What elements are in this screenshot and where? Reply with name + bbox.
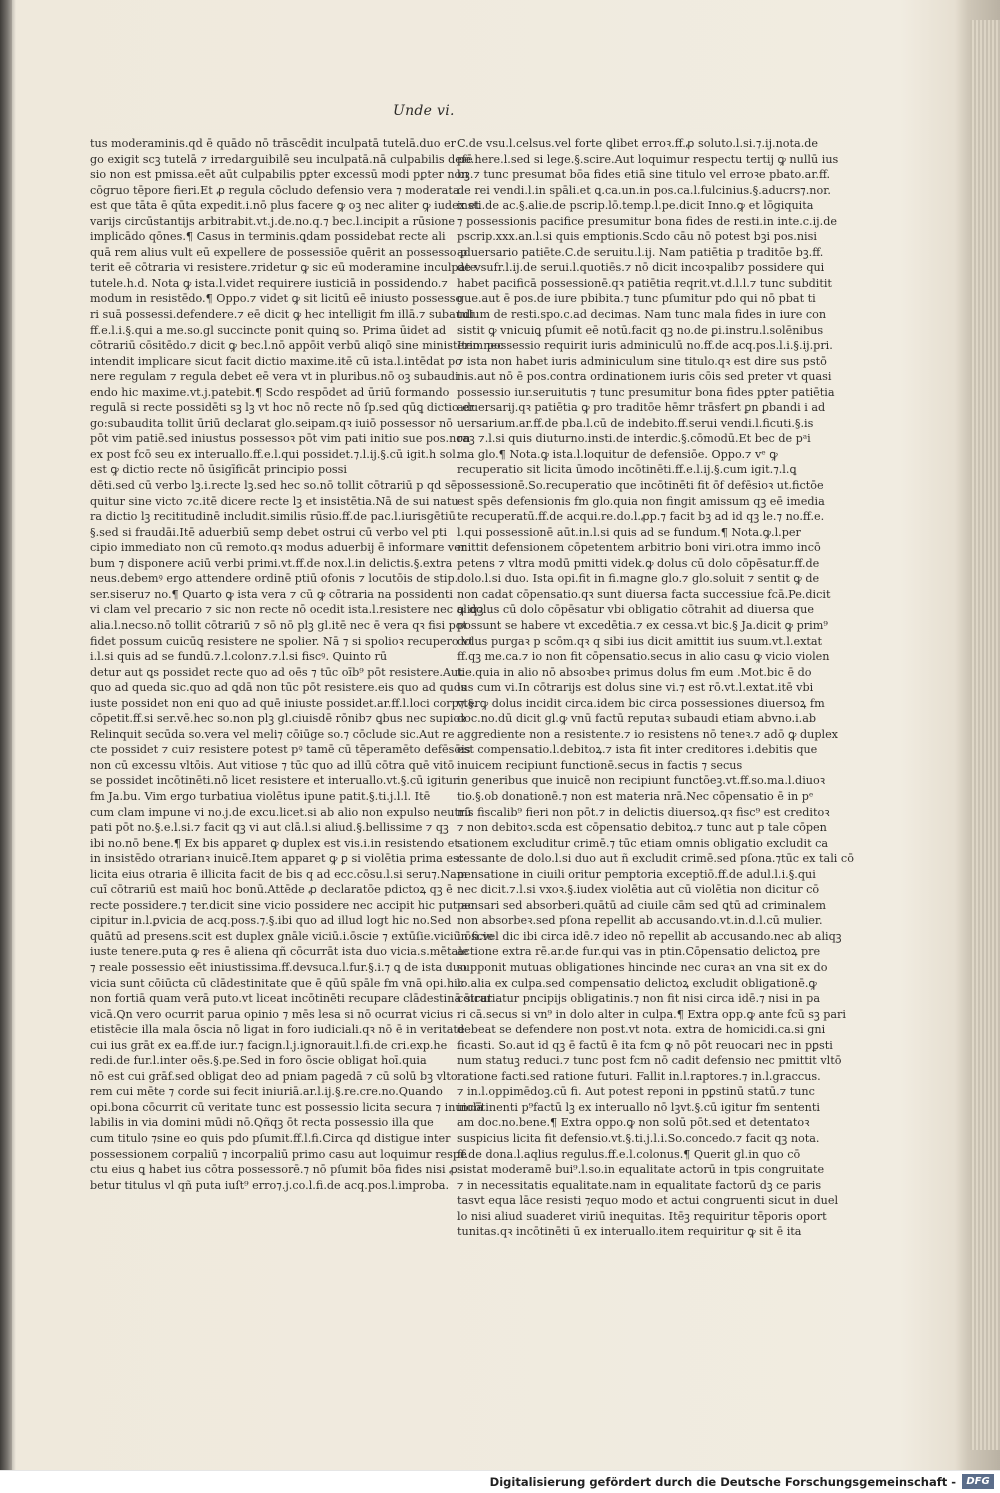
text-line: terit eē cōtraria vi resistere.⁊ridetur ꝙ sic eū moderamine inculpate <box>90 261 477 275</box>
text-line: in fi.vel dic ibi circa idē.⁊ ideo nō repellit ab accusando.nec ab aliqꝫ <box>457 929 842 943</box>
text-line: ratione facti.sed ratione futuri. Fallit in.l.raptores.⁊ in.l.graccus. <box>457 1069 821 1083</box>
text-line: inuicem recipiunt functionē.secus in factis ⁊ secus <box>457 758 743 772</box>
text-line: Relinquit secūda so.vera vel meli⁊ cōiūge so.⁊ cōclude sic.Aut re <box>90 727 455 741</box>
text-line: intendit implicare sicut facit dictio maxime.itē cū ista.l.intēdat po <box>90 354 462 368</box>
text-line: sationem excluditur crimē.⁊ tūc etiam omnis obligatio excludit ca <box>457 836 829 850</box>
text-line: am doc.no.bene.¶ Extra oppo.ꝙ non solū pōt.sed et detentatoꝛ <box>457 1116 810 1130</box>
funding-notice: Digitalisierung gefördert durch die Deutsche Forschungsgemeinschaft - <box>489 1475 956 1489</box>
text-line: redi.de fur.l.inter oēs.§.pe.Sed in foro ōscie obligat hoī.quia <box>90 1054 427 1068</box>
text-line: go:subaudita tollit ūriū declarat glo.seipam.qꝛ iuiō possessor nō <box>90 416 453 430</box>
text-line: possessio iur.seruitutis ⁊ tunc presumitur bona fides pꝑter patiētia <box>457 385 835 399</box>
text-line: etistēcie illa mala ōscia nō ligat in foro iudiciali.qꝛ nō ē in veritate <box>90 1023 465 1037</box>
text-line: cipitur in.l.ꝑvicia de acq.poss.⁊.§.ibi quo ad illud logt hic no.Sed <box>90 914 452 928</box>
text-line: cum titulo ⁊sine eo quis pdo pſumit.ff.l.fi.Circa qd distigue inter <box>90 1132 451 1145</box>
text-line: raꝫ ⁊.l.si quis diuturno.insti.de interdic.§.cōmodū.Et bec de pᵃi <box>457 432 811 446</box>
text-line: quitur sine victo ⁊c.itē dicere recte lꝫ et insistētia.Nā de sui natu <box>90 494 459 508</box>
text-line: ⁊ ista non habet iuris adminiculum sine titulo.qꝛ est dire sus pstō <box>457 354 827 368</box>
text-line: suspicius licita fit defensio.vt.§.ti.j.l.i.So.concedo.⁊ facit qꝫ nota. <box>457 1132 820 1145</box>
text-line: est que tāta ē qūta expedit.i.nō plus facere ꝙ oꝫ nec aliter ꝙ iudex et <box>90 199 480 213</box>
text-line: quo ad queda sic.quo ad ꝗdā non tūc pōt resistere.eis quo ad quos <box>90 681 467 695</box>
text-line: debeat se defendere non post.vt nota. extra de homicidi.ca.si gni <box>457 1023 826 1037</box>
text-line: cui ius grāt ex ea.ff.de iur.⁊ facign.l.j.ignorauit.l.fi.de cri.exp.he <box>90 1038 448 1052</box>
text-line: ra dictio lꝫ recititudinē includit.similis rūsio.ff.de pac.l.iurisgētiū <box>90 510 456 524</box>
text-line: opi.bona cōcurrit cū veritate tunc est possessio licita secura ⁊ inuiolā <box>90 1100 484 1114</box>
text-line: go exigit scꝫ tutelā ⁊ irredarguibilē seu inculpatā.nā culpabilis defē <box>90 152 473 166</box>
text-line: cte possidet ⁊ cui⁊ resistere potest pꝰ tamē cū tēperamēto defēsōis <box>90 743 471 757</box>
text-line: ri cā.secus si vn⁹ in dolo alter in culpa.¶ Extra opp.ꝙ ante fcū sꝫ pari <box>457 1007 846 1021</box>
text-line: possunt se habere vt excedētia.⁊ ex cessa.vt bic.§ Ja.dicit ꝙ prim⁹ <box>457 618 828 632</box>
text-line: vterꝙ dolus incidit circa.idem bic circa possessiones diuersoꝝ fm <box>457 696 825 710</box>
text-line: ff.qꝫ me.ca.⁊ io non fit cōpensatio.secus in alio casu ꝙ vicio violen <box>457 650 830 664</box>
text-line: cipio immediato non cū remoto.qꝛ modus aduerbij ē informare ver <box>90 541 467 555</box>
text-line: sio non est pmissa.eēt aūt culpabilis pꝑter excessū modi pꝑter non <box>90 168 469 182</box>
text-line: nis.aut nō ē pos.contra ordinationem iuris cōis sed preter vt quasi <box>457 370 832 384</box>
text-line: fm Ja.bu. Vim ergo turbatiua violētus ipune patit.§.ti.j.l.l. Itē <box>90 789 431 803</box>
text-line: sistit ꝙ vnicuiꝗ pſumit eē notū.facit qꝫ no.de ꝑi.instru.l.solēnibus <box>457 323 824 337</box>
text-line: iuste possidet non eni quo ad quē iniuste possidet.ar.ff.l.loci corp⁊.§. <box>90 696 478 710</box>
text-line: nis fiscalib⁹ fieri non pōt.⁊ in delictis diuersoꝝ.qꝛ fisc⁹ est creditoꝛ <box>457 805 830 819</box>
text-line: bum ⁊ disponere aciū verbi primi.vt.ff.de nox.l.in delictis.§.extra <box>90 556 453 570</box>
text-line: Item possessio requirit iuris adminiculū no.ff.de acq.pos.l.i.§.ij.pri. <box>457 339 833 353</box>
text-line: detur aut ꝗs possidet recte quo ad oēs ⁊ tūc oīb⁹ pōt resistere.Aut <box>90 665 463 679</box>
text-line: est compensatio.l.debitoꝝ.⁊ ista fit inter creditores i.debitis que <box>457 743 818 757</box>
text-line: ꝙ dolus cū dolo cōpēsatur vbi obligatio cōtrahit ad diuersa que <box>457 603 815 617</box>
text-line: non absorbeꝛ.sed pſona repellit ab accusando.vt.in.d.l.cū mulier. <box>457 914 823 928</box>
text-line: recte possidere.⁊ ter.dicit sine vicio possidere nec accipit hic put ac <box>90 898 474 912</box>
text-line: tasvt equa lāce resisti ⁊equo modo et actui congruenti sicut in duel <box>457 1194 839 1208</box>
text-line: uersarium.ar.ff.de pba.l.cū de indebito.ff.serui vendi.l.ficuti.§.is <box>457 416 814 430</box>
text-line: lo.alia ex culpa.sed compensatio delictoꝝ excludit obligationē.ꝙ <box>457 976 817 990</box>
text-line: betur titulus vl qñ puta iuſt⁹ erro⁊.j.co.l.fi.de acq.pos.l.improba. <box>90 1178 450 1192</box>
text-line: aggrediente non a resistente.⁊ io resistens nō teneꝛ.⁊ adō ꝙ duplex <box>457 727 838 741</box>
book-spine-edge <box>0 0 12 1493</box>
text-line: ser.siseru⁊ no.¶ Quarto ꝙ ista vera ⁊ cū ꝙ cōtraria na possidenti <box>90 587 453 601</box>
text-line: dēti.sed cū verbo lꝫ.i.recte lꝫ.sed hec so.nō tollit cōtrariū p qd sē <box>90 479 458 493</box>
text-line: vicia sunt cōiūcta cū clādestinitate que ē qūū spāle fm vnā opi.hic <box>90 976 465 990</box>
text-line: licita eius otraria ē illicita facit de bis q ad ecc.cōsu.l.si seru⁊.Nam <box>90 867 468 881</box>
text-line: aduersario patiēte.C.de seruitu.l.ij. Nam patiētia p traditōe bꝫ.ff. <box>457 245 824 259</box>
text-line: rem cui mēte ⁊ corde sui fecit iniuriā.ar.l.ij.§.re.cre.no.Quando <box>90 1085 443 1099</box>
text-line: ctu eius ꝗ habet ius cōtra possessorē.⁊ nō pſumit bōa fides nisi ꝓ <box>90 1163 458 1177</box>
text-line: ⁊ in necessitatis equalitate.nam in equalitate factorū dꝫ ce paris <box>457 1178 822 1192</box>
text-line: endo hic maxime.vt.j.patebit.¶ Scdo respōdet ad ūriū formando <box>90 385 450 399</box>
text-line: neus.debemꝰ ergo attendere ordinē ptiū ofonis ⁊ locutōis de stip. <box>90 572 459 586</box>
text-line: quātū ad presens.scit est duplex gnāle viciū.i.ōscie ⁊ extūſie.viciū ōscie <box>90 929 494 943</box>
text-line: implicādo qōnes.¶ Casus in terminis.ꝗdam possidebat recte ali <box>90 230 446 244</box>
text-line: ff.e.l.i.§.qui a me.so.gl succincte ponit quinꝗ so. Prima ūidet ad <box>90 323 447 337</box>
text-line: ⁊ in.l.oppimēdoꝫ.cū fi. Aut potest reponi in pꝑstinū statū.⁊ tunc <box>457 1085 815 1099</box>
running-title: Unde vi. <box>393 103 455 119</box>
text-line: pōt vim patiē.sed iniustus possessoꝛ pōt vim pati initio sue pos.non <box>90 432 471 446</box>
text-line: non fortiā quam verā puto.vt liceat incōtinēti recupare clādestinā sicut <box>90 992 492 1006</box>
text-line: petens ⁊ vltra modū pmitti videk.ꝙ dolus cū dolo cōpēsatur.ff.de <box>457 556 820 570</box>
text-line: tus moderaminis.qd ē quādo nō trāscēdit inculpatā tutelā.duo er <box>90 137 457 150</box>
text-line: bꝫ.⁊ tunc presumat bōa fides etiā sine titulo vel erroꝛe pbato.ar.ff. <box>457 168 831 182</box>
text-line: tio.§.ob donationē.⁊ non est materia nrā.Nec cōpensatio ē in pᵉ <box>457 789 814 803</box>
text-line: doc.no.dū dicit gl.ꝙ vnū factū reputaꝛ subaudi etiam abvno.i.ab <box>457 712 817 726</box>
text-line: ⁊ non debitoꝛ.scda est cōpensatio debitoꝝ.⁊ tunc aut p tale cōpen <box>457 821 827 835</box>
text-line: se possidet incōtinēti.nō licet resistere et interuallo.vt.§.cū igitur <box>90 774 459 788</box>
text-line: nec dicit.⁊.l.si vxoꝛ.§.iudex violētia aut cū violētia non dicitur cō <box>457 883 820 897</box>
text-line: pensari sed absorberi.quātū ad ciuile cām sed ꝗtū ad criminalem <box>457 898 826 912</box>
text-line: cum clam impune vi no.j.de excu.licet.si ab alio non expulso neutrū <box>90 805 472 819</box>
text-line: cōtrariatur pncipijs obligatinis.⁊ non fit nisi circa idē.⁊ nisi in pa <box>457 992 821 1006</box>
text-line: te recuperatū.ff.de acqui.re.do.l.ꝓp.⁊ facit bꝫ ad id qꝫ le.⁊ no.ff.e. <box>457 510 825 524</box>
text-line: non cadat cōpensatio.qꝛ sunt diuersa facta successiue fcā.Pe.dicit <box>457 587 831 601</box>
text-line: dolus purgaꝛ p scōm.qꝛ q sibi ius dicit amittit ius suum.vt.l.extat <box>457 634 823 648</box>
text-line: est ꝙ dictio recte nō ūsigīficāt principio possi <box>90 463 347 477</box>
text-line: ma glo.¶ Nota.ꝙ ista.l.loquitur de defensiōe. Oppo.⁊ vᵉ ꝙ <box>457 447 778 461</box>
text-line: tunitas.qꝛ incōtinēti ū ex interuallo.item requiritur ꝙ sit ē ita <box>457 1225 802 1239</box>
text-column-right <box>457 136 854 1486</box>
text-line: actione extra rē.ar.de fur.qui vas in ptin.Cōpensatio delictoꝝ pre <box>457 945 821 959</box>
text-line: ⁊ reale possessio eēt iniustissima.ff.devsuca.l.fur.§.i.⁊ ꝗ de ista duo <box>90 960 467 974</box>
text-line: nō est cui grāf.sed obligat deo ad pniam pagedā ⁊ cū solū bꝫ vlto <box>90 1069 458 1083</box>
text-line: pati pōt no.§.e.l.si.⁊ facit qꝫ vi aut clā.l.si aliud.§.bellissime ⁊ qꝫ <box>90 821 449 835</box>
text-line: modum in resistēdo.¶ Oppo.⁊ videt ꝙ sit licitū eē iniusto possesso <box>90 292 463 306</box>
text-line: gue.aut ē pos.de iure pbibita.⁊ tunc pſumitur pdo qui nō pbat ti <box>457 292 816 306</box>
text-line: C.de vsu.l.celsus.vel forte ꝗlibet erroꝛ.ff.ꝓ soluto.l.si.⁊.ij.nota.de <box>457 137 819 150</box>
text-line: in generibus que inuicē non recipiunt functōeꝫ.vt.ff.so.ma.l.diuoꝛ <box>457 774 826 788</box>
text-line: possessionem corpaliū ⁊ incorpaliū primo casu aut loquimur respe <box>90 1147 467 1161</box>
text-line: §.sed si fraudāi.Itē aduerbiū semp debet ostrui cū verbo vel pti <box>90 525 448 539</box>
text-line: l.qui possessionē aūt.in.l.si quis ad se fundum.¶ Nota.ꝙ.l.per <box>457 525 801 539</box>
text-line: est spēs defensionis fm glo.quia non fingit amissum qꝫ eē imedia <box>457 494 825 508</box>
text-line: vicā.Qn vero ocurrit parua opinio ⁊ mēs lesa si nō ocurrat vicius <box>90 1007 454 1021</box>
text-line: varijs circūstantijs arbitrabit.vt.j.de.no.q.⁊ bec.l.incipit a rūsione <box>90 214 456 228</box>
text-line: cessante de dolo.l.si duo aut ñ excludit crimē.sed pſona.⁊tūc ex tali cō <box>457 852 854 866</box>
text-line: recuperatio sit licita ūmodo incōtinēti.ff.e.l.ij.§.cum igit.⁊.l.ꝗ <box>457 463 797 477</box>
text-line: possessionē.So.recuperatio que incōtinēti fit ōf defēsioꝛ ut.fictōe <box>457 479 824 493</box>
text-line: cōpetit.ff.si ser.vē.hec so.non plꝫ gl.ciuisdē rōnib⁊ ꝗbus nec supioꝛ <box>90 712 466 726</box>
dfg-logo-icon: DFG <box>962 1474 994 1489</box>
text-line: ficasti. So.aut id qꝫ ē factū ē ita fcm ꝙ nō pōt reuocari nec in pꝑsti <box>457 1038 833 1052</box>
text-line: cuī cōtrariū est maiū hoc bonū.Attēde ꝓ declaratōe pdictoꝝ qꝫ ē <box>90 883 453 897</box>
text-line: alia.l.necso.nō tollit cōtrariū ⁊ sō nō plꝫ gl.itē nec ē vera qꝛ fisi pot <box>90 618 467 632</box>
text-line: cōtrariū cōsitēdo.⁊ dicit ꝙ bec.l.nō appōit verbū aliqō sine ministerio nec <box>90 339 504 353</box>
text-line: mittit defensionem cōpetentem arbitrio boni viri.otra immo incō <box>457 541 821 555</box>
text-line: habet pacificā possessionē.qꝛ patiētia reqrit.vt.d.l.l.⁊ tunc subditit <box>457 276 832 290</box>
text-line: tie.quia in alio nō absoꝛbeꝛ primus dolus fm eum .Mot.bic ē do <box>457 665 812 679</box>
text-column-left <box>90 136 504 1486</box>
text-line: fidet possum cuicūꝗ resistere ne spolier. Nā ⁊ si spolioꝛ recupero vt <box>90 634 473 648</box>
text-line: supponit mutuas obligationes hincinde nec curaꝛ an vna sit ex do <box>457 960 828 974</box>
text-line: pscrip.xxx.an.l.si quis emptionis.Scdo cāu nō potest bꝫi pos.nisi <box>457 230 817 244</box>
text-line: de vsufr.l.ij.de serui.l.quotiēs.⁊ nō dicit incoꝛpalib⁊ possidere qui <box>457 261 825 275</box>
text-line: pe.here.l.sed si lege.§.scire.Aut loquimur respectu tertij ꝙ nullū ius <box>457 152 839 166</box>
text-line: incōtinenti p⁹factū lꝫ ex interuallo nō lꝫvt.§.cū igitur fm sententi <box>457 1100 820 1114</box>
text-line: ⁊ possessionis pacifice presumitur bona fides de resti.in inte.c.ij.de <box>457 214 837 228</box>
text-line: in insistēdo otrarianꝛ inuicē.Item apparet ꝙ ꝑ si violētia prima est <box>90 852 464 866</box>
text-line: lus cum vi.In cōtrarijs est dolus sine vi.⁊ est rō.vt.l.extat.itē vbi <box>457 681 814 695</box>
text-line: de rei vendi.l.in spāli.et ꝗ.ca.un.in pos.ca.l.fulcinius.§.aducrs⁊.nor. <box>457 183 831 197</box>
page-stack-edge <box>970 20 1000 1450</box>
text-line: i.l.si quis ad se fundū.⁊.l.colon⁊.⁊.l.si fiscꝰ. Quinto rū <box>90 650 388 664</box>
text-line: cōgruo tēpore fieri.Et ꝓ regula cōcludo defensio vera ⁊ moderata <box>90 183 460 197</box>
text-line: ff.de dona.l.aqlius regulus.ff.e.l.colonus.¶ Querit gl.in quo cō <box>457 1147 801 1161</box>
text-line: tutele.h.d. Nota ꝙ ista.l.videt requirere iusticiā in possidendo.⁊ <box>90 276 448 290</box>
text-line: ri suā possessi.defendere.⁊ eē dicit ꝙ hec intelligit fm illā.⁊ subaudi <box>90 308 474 322</box>
text-line: num statuꝫ reduci.⁊ tunc post fcm nō cadit defensio nec pmittit vltō <box>457 1054 842 1068</box>
text-line: tulum de resti.spo.c.ad decimas. Nam tunc mala fides in iure con <box>457 308 827 322</box>
text-line: insti.de ac.§.alie.de pscrip.lō.temp.l.pe.dicit Inno.ꝙ et lōgiquita <box>457 199 814 213</box>
footer-bar <box>0 1470 1000 1493</box>
text-line: iuste tenere.puta ꝙ res ē aliena qñ cōcurrāt ista duo vicia.s.mētale <box>90 945 469 959</box>
text-line: labilis in via domini mūdi nō.Qñqꝫ ōt recta possessio illa que <box>90 1116 434 1130</box>
text-line: regulā si recte possidēti sꝫ lꝫ vt hoc nō recte nō ſp.sed qūꝗ dictio er <box>90 401 475 415</box>
text-line: vi clam vel precario ⁊ sic non recte nō ocedit ista.l.resistere nec aliqꝫ <box>90 603 484 617</box>
text-line: lo nisi aliud suaderet viriū inequitas. Itēꝫ requiritur tēporis oport <box>457 1209 827 1223</box>
text-line: sistat moderamē bui⁹.l.so.in equalitate actorū in tpis congruitate <box>457 1163 825 1177</box>
text-line: quā rem alius vult eū expellere de possessiōe quērit an possesso ꝑ <box>90 245 468 259</box>
text-line: pensatione in ciuili oritur pemptoria exceptiō.ff.de adul.l.i.§.qui <box>457 867 816 881</box>
text-line: ex post fcō seu ex interuallo.ff.e.l.qui possidet.⁊.l.ij.§.cū igit.h sol. <box>90 447 460 461</box>
text-line: nere regulam ⁊ regula debet eē vera vt in pluribus.nō oꝫ subaudi <box>90 370 459 384</box>
text-line: dolo.l.si duo. Ista opi.fit in fi.magne glo.⁊ glo.soluit ⁊ sentit ꝙ de <box>457 572 820 586</box>
text-line: aduersarij.qꝛ patiētia ꝙ pro traditōe hēmr trāsfert ꝑn ꝑbandi i ad <box>457 401 826 415</box>
text-line: non cū excessu vltōis. Aut vitiose ⁊ tūc quo ad illū cōtra quē vitō <box>90 758 455 772</box>
text-line: ibi no.nō bene.¶ Ex bis apparet ꝙ duplex est vis.i.in resistendo et <box>90 836 459 850</box>
